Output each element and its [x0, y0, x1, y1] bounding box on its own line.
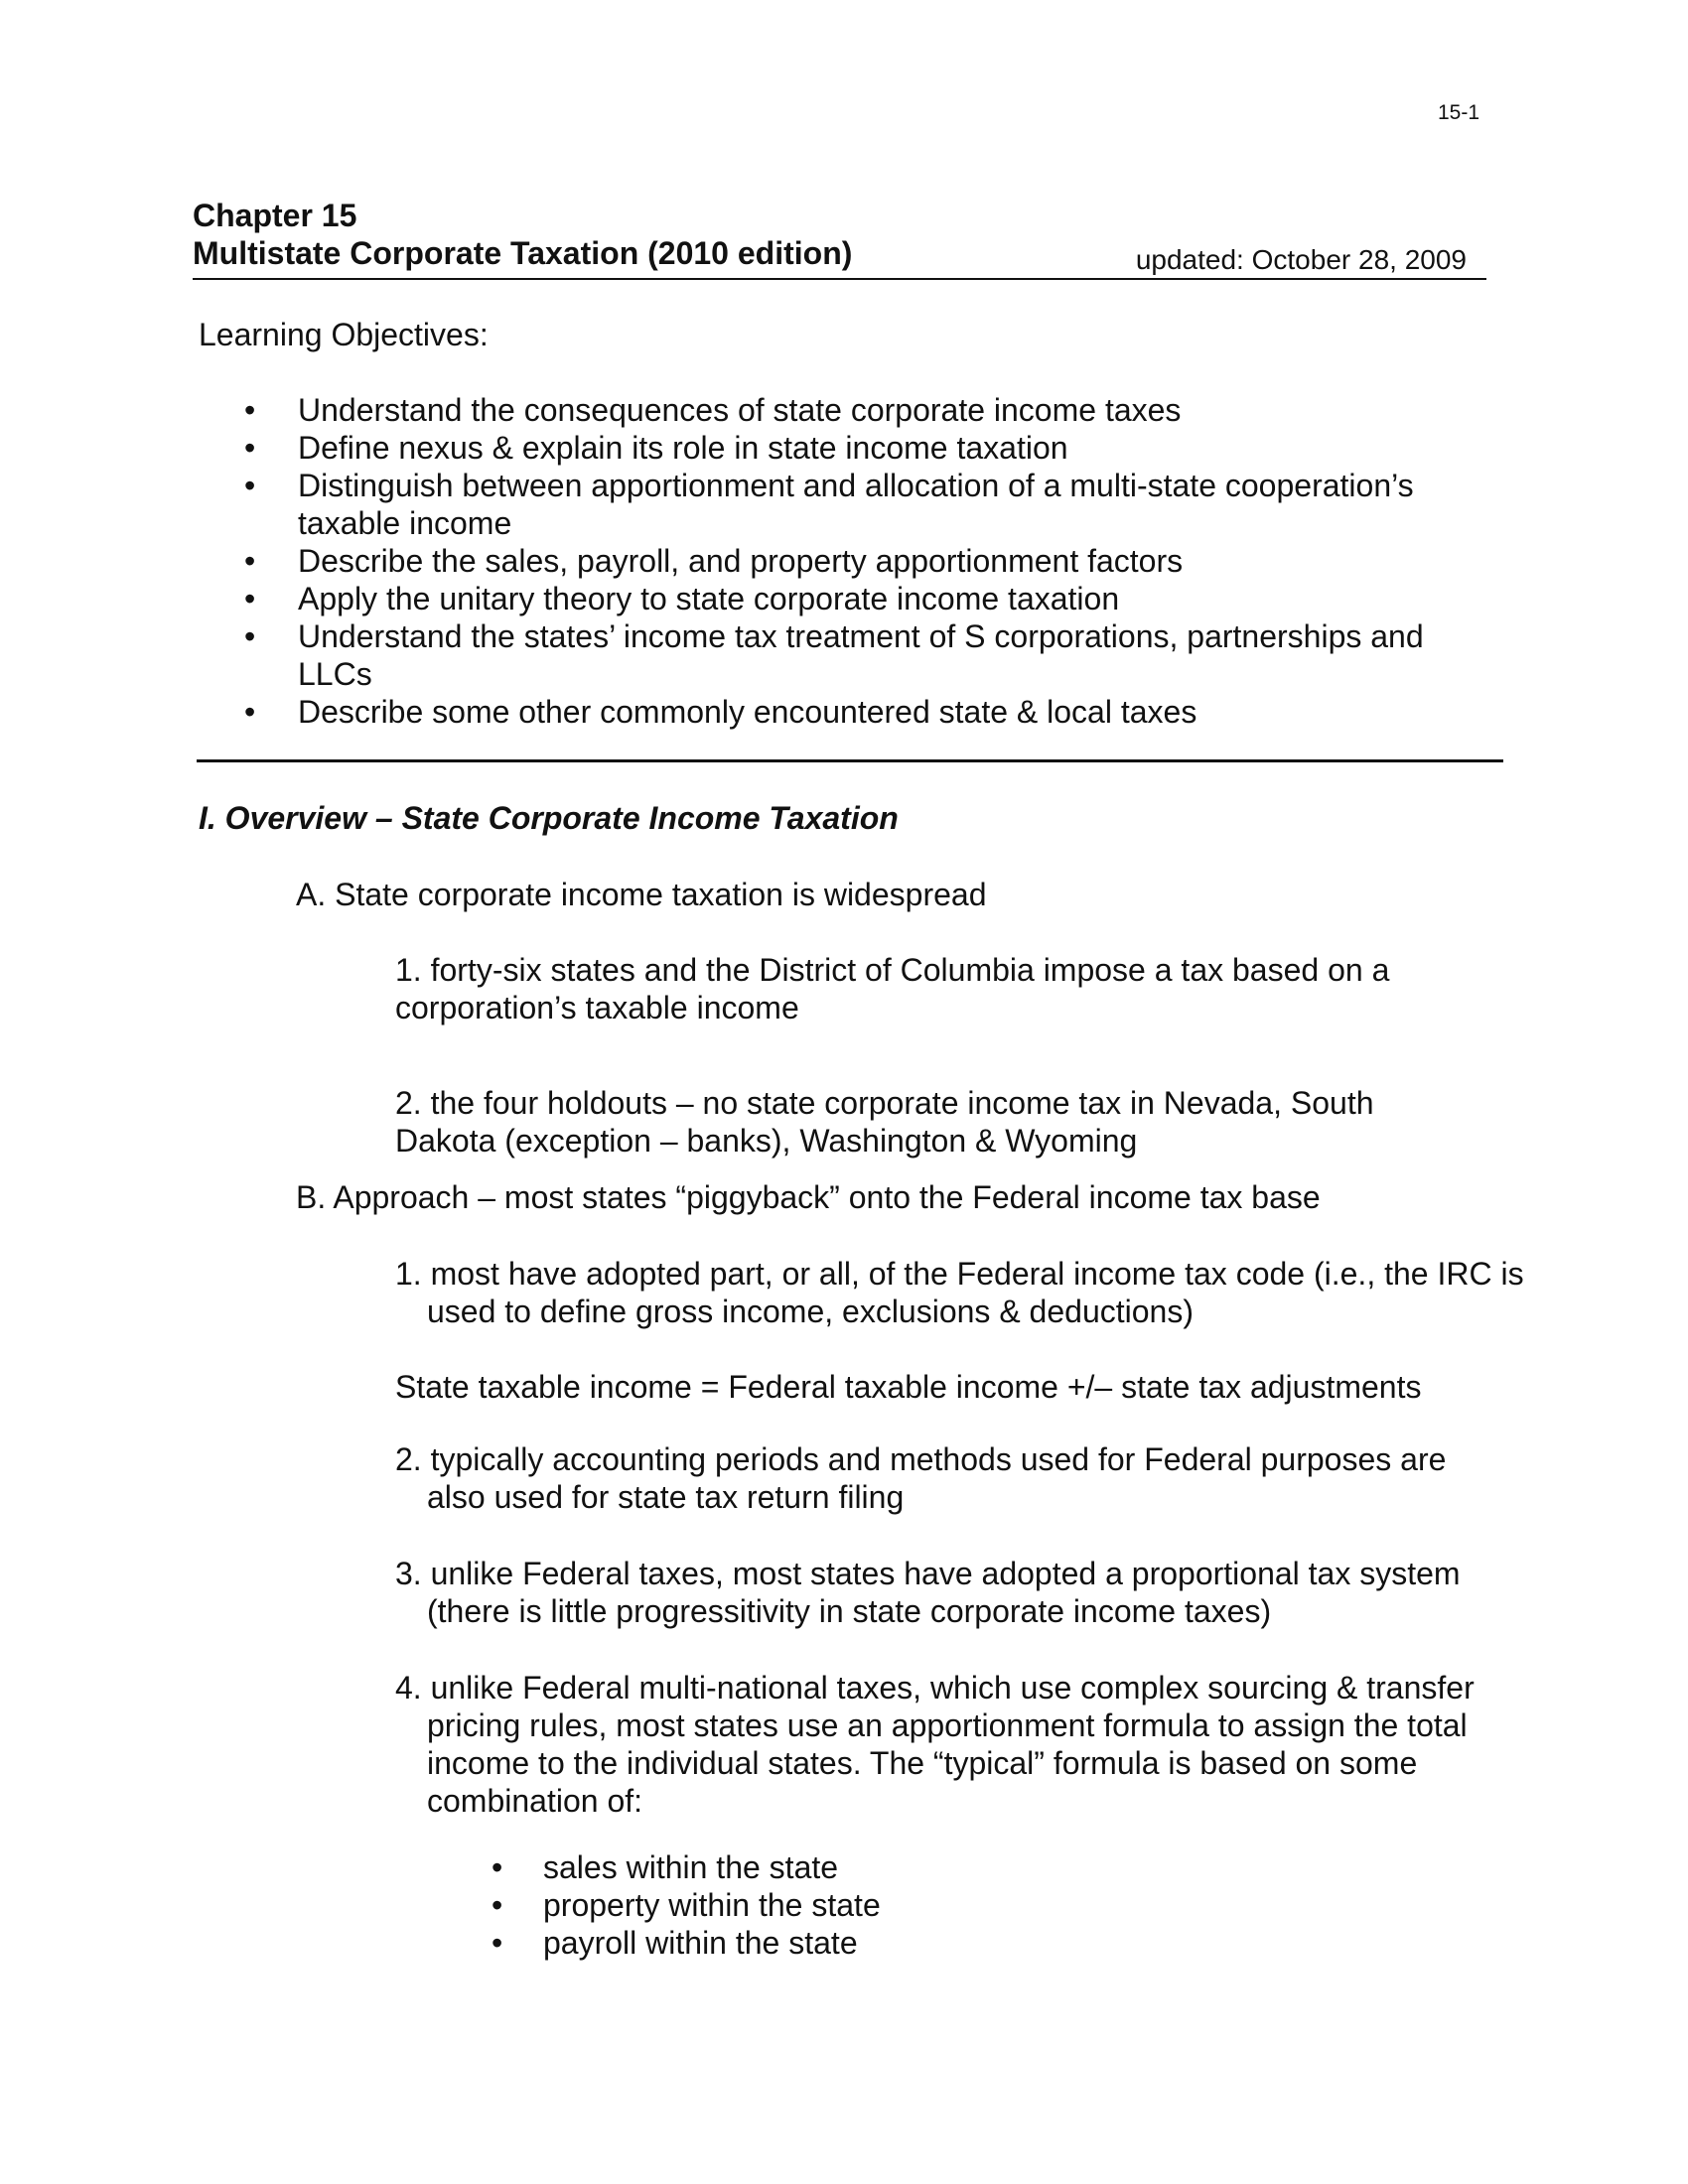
list-item — [492, 1924, 881, 1962]
list-item — [492, 1886, 881, 1924]
apportionment-factors-list — [492, 1848, 881, 1962]
paragraph-a2: 2. the four holdouts – no state corporate income tax in Nevada, South Dakota (exception – banks), Washington & Wyoming — [395, 1085, 1374, 1159]
paragraph-a1: 1. forty-six states and the District of Columbia impose a tax based on a corporation’s taxable income — [395, 952, 1390, 1025]
paragraph-b4: 4. unlike Federal multi-national taxes, which use complex sourcing & transfer pricing rules, most states use an apportionment formula to assign the total income to the individual states. The “typical” formula is based on some combination of: — [395, 1670, 1475, 1819]
list-item — [199, 693, 1499, 731]
learning-objectives-list — [199, 391, 1499, 731]
bullet-icon: • — [244, 392, 256, 428]
chapter-number: Chapter 15 — [193, 198, 357, 233]
objective-text: Understand the consequences of state corporate income taxes — [298, 392, 1182, 428]
list-item — [199, 429, 1499, 467]
list-item — [492, 1848, 881, 1886]
section-heading: I. Overview – State Corporate Income Taxation — [199, 800, 899, 836]
page-number: 15-1 — [1438, 101, 1480, 124]
factor-text: property within the state — [543, 1887, 881, 1923]
factor-text: sales within the state — [543, 1849, 839, 1885]
objective-text: Understand the states’ income tax treatment of S corporations, partnerships and LLCs — [298, 618, 1424, 692]
objective-text: Describe the sales, payroll, and property apportionment factors — [298, 543, 1184, 579]
paragraph-b2: 2. typically accounting periods and methods used for Federal purposes are also used for state tax return filing — [395, 1441, 1447, 1515]
bullet-icon: • — [492, 1925, 503, 1961]
list-item — [199, 617, 1499, 693]
learning-objectives-heading: Learning Objectives: — [199, 317, 489, 352]
paragraph-b1: 1. most have adopted part, or all, of the Federal income tax code (i.e., the IRC is used to define gross income, exclusions & deductions) — [395, 1256, 1524, 1329]
list-item — [199, 391, 1499, 429]
bullet-icon: • — [244, 430, 256, 466]
bullet-icon: • — [244, 694, 256, 730]
bullet-icon: • — [244, 468, 256, 503]
bullet-icon: • — [244, 618, 256, 654]
list-item — [199, 580, 1499, 617]
subsection-b-heading: B. Approach – most states “piggyback” onto the Federal income tax base — [296, 1179, 1321, 1215]
section-divider — [197, 759, 1503, 762]
chapter-title: Multistate Corporate Taxation (2010 edition) — [193, 235, 853, 271]
subsection-a-heading: A. State corporate income taxation is widespread — [296, 877, 987, 912]
objective-text: Define nexus & explain its role in state income taxation — [298, 430, 1068, 466]
objective-text: Distinguish between apportionment and allocation of a multi-state cooperation’s taxable income — [298, 468, 1414, 541]
list-item — [199, 542, 1499, 580]
formula-text: State taxable income = Federal taxable income +/– state tax adjustments — [395, 1369, 1422, 1405]
factor-text: payroll within the state — [543, 1925, 858, 1961]
bullet-icon: • — [244, 543, 256, 579]
objective-text: Describe some other commonly encountered state & local taxes — [298, 694, 1197, 730]
bullet-icon: • — [492, 1849, 503, 1885]
chapter-header — [193, 197, 1486, 280]
paragraph-b3: 3. unlike Federal taxes, most states have adopted a proportional tax system (there is little progressitivity in state corporate income taxes) — [395, 1556, 1461, 1629]
objective-text: Apply the unitary theory to state corporate income taxation — [298, 581, 1120, 616]
list-item — [199, 467, 1499, 542]
bullet-icon: • — [492, 1887, 503, 1923]
bullet-icon: • — [244, 581, 256, 616]
updated-date: updated: October 28, 2009 — [1135, 244, 1467, 275]
